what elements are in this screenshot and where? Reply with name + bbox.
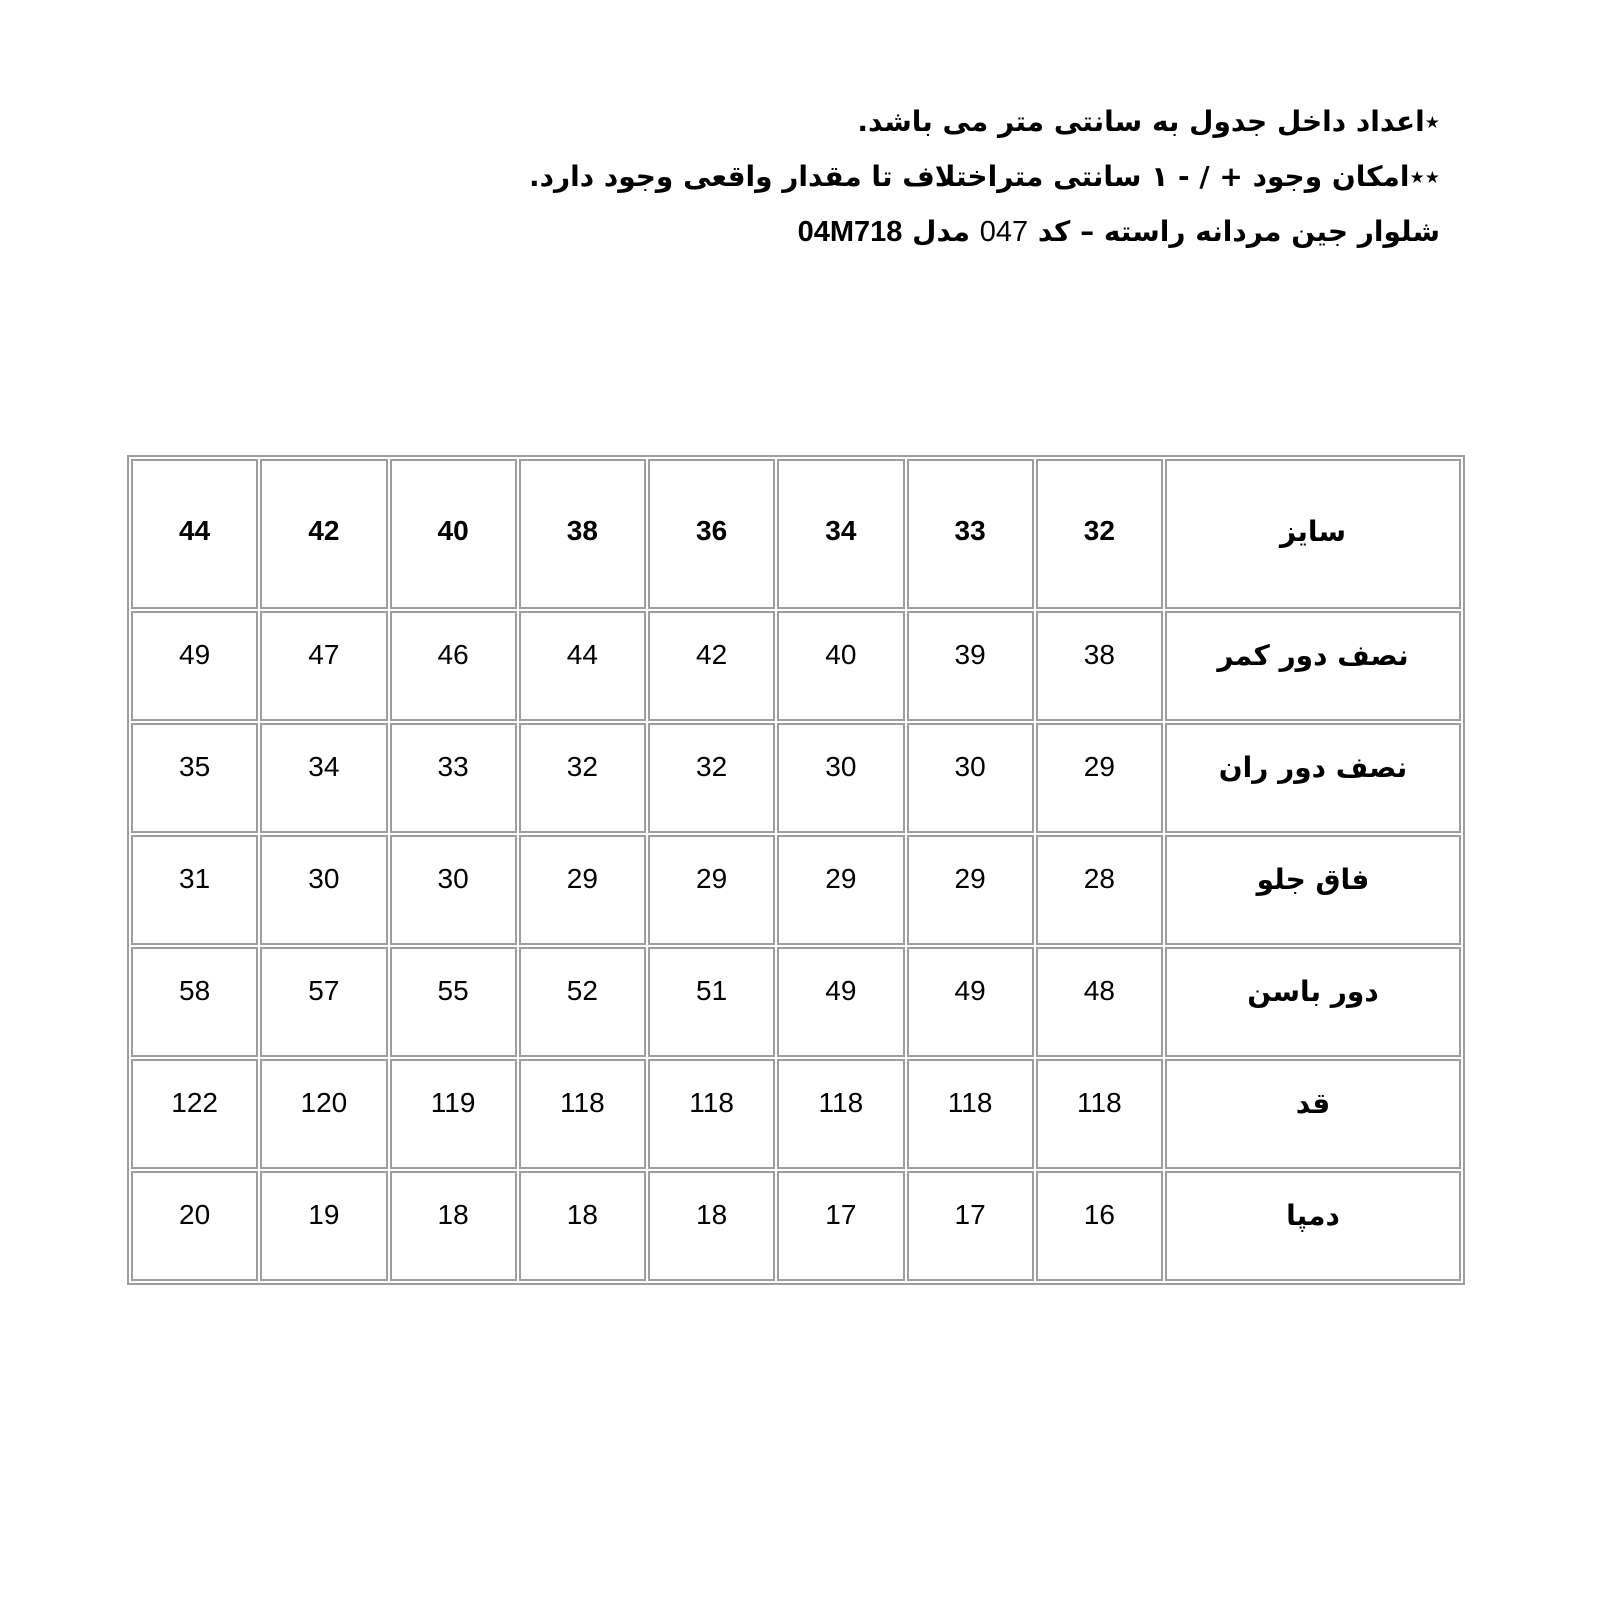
cell: 20 [131, 1171, 258, 1281]
row-label-length: قد [1165, 1059, 1461, 1169]
cell: 122 [131, 1059, 258, 1169]
size-column-header: 40 [390, 459, 517, 609]
product-title-line [529, 213, 1440, 251]
table-row [131, 723, 1461, 833]
cell: 118 [777, 1059, 904, 1169]
cell: 35 [131, 723, 258, 833]
cell: 49 [907, 947, 1034, 1057]
row-label-leg-opening: دمپا [1165, 1171, 1461, 1281]
cell: 118 [1036, 1059, 1163, 1169]
cell: 39 [907, 611, 1034, 721]
cell: 29 [1036, 723, 1163, 833]
size-column-header: 44 [131, 459, 258, 609]
cell: 44 [519, 611, 646, 721]
row-label-front-rise: فاق جلو [1165, 835, 1461, 945]
size-header-label: سایز [1165, 459, 1461, 609]
cell: 55 [390, 947, 517, 1057]
cell: 49 [777, 947, 904, 1057]
cell: 119 [390, 1059, 517, 1169]
cell: 52 [519, 947, 646, 1057]
cell: 48 [1036, 947, 1163, 1057]
cell: 16 [1036, 1171, 1163, 1281]
cell: 42 [648, 611, 775, 721]
size-column-header: 42 [260, 459, 387, 609]
cell: 29 [777, 835, 904, 945]
cell: 30 [777, 723, 904, 833]
notes-block [529, 103, 1440, 268]
note-units: ٭اعداد داخل جدول به سانتی متر می باشد. [857, 105, 1440, 138]
table-header-row [131, 459, 1461, 609]
cell: 33 [390, 723, 517, 833]
size-column-header: 34 [777, 459, 904, 609]
cell: 29 [648, 835, 775, 945]
cell: 31 [131, 835, 258, 945]
cell: 118 [648, 1059, 775, 1169]
cell: 18 [519, 1171, 646, 1281]
cell: 47 [260, 611, 387, 721]
cell: 29 [519, 835, 646, 945]
cell: 18 [648, 1171, 775, 1281]
cell: 30 [390, 835, 517, 945]
cell: 19 [260, 1171, 387, 1281]
row-label-half-waist: نصف دور کمر [1165, 611, 1461, 721]
cell: 32 [648, 723, 775, 833]
cell: 120 [260, 1059, 387, 1169]
size-chart-table [127, 455, 1465, 1285]
size-column-header: 38 [519, 459, 646, 609]
table-row [131, 611, 1461, 721]
cell: 18 [390, 1171, 517, 1281]
cell: 51 [648, 947, 775, 1057]
cell: 46 [390, 611, 517, 721]
cell: 118 [519, 1059, 646, 1169]
product-title-middle: مدل [902, 215, 980, 248]
size-column-header: 33 [907, 459, 1034, 609]
cell: 28 [1036, 835, 1163, 945]
row-label-hip: دور باسن [1165, 947, 1461, 1057]
table-row [131, 1171, 1461, 1281]
table-row [131, 835, 1461, 945]
size-column-header: 32 [1036, 459, 1163, 609]
cell: 40 [777, 611, 904, 721]
cell: 29 [907, 835, 1034, 945]
cell: 38 [1036, 611, 1163, 721]
table-row [131, 1059, 1461, 1169]
cell: 49 [131, 611, 258, 721]
cell: 58 [131, 947, 258, 1057]
product-title-text: شلوار جین مردانه راسته – کد [1028, 215, 1440, 248]
cell: 118 [907, 1059, 1034, 1169]
cell: 34 [260, 723, 387, 833]
product-code: 047 [979, 216, 1029, 248]
cell: 57 [260, 947, 387, 1057]
cell: 17 [907, 1171, 1034, 1281]
cell: 30 [260, 835, 387, 945]
product-model-code: 04M718 [797, 216, 903, 248]
cell: 32 [519, 723, 646, 833]
cell: 17 [777, 1171, 904, 1281]
table-row [131, 947, 1461, 1057]
size-column-header: 36 [648, 459, 775, 609]
row-label-half-thigh: نصف دور ران [1165, 723, 1461, 833]
note-tolerance: ٭٭امکان وجود + / - ۱ سانتی متراختلاف تا مقدار واقعی وجود دارد. [528, 160, 1440, 193]
cell: 30 [907, 723, 1034, 833]
